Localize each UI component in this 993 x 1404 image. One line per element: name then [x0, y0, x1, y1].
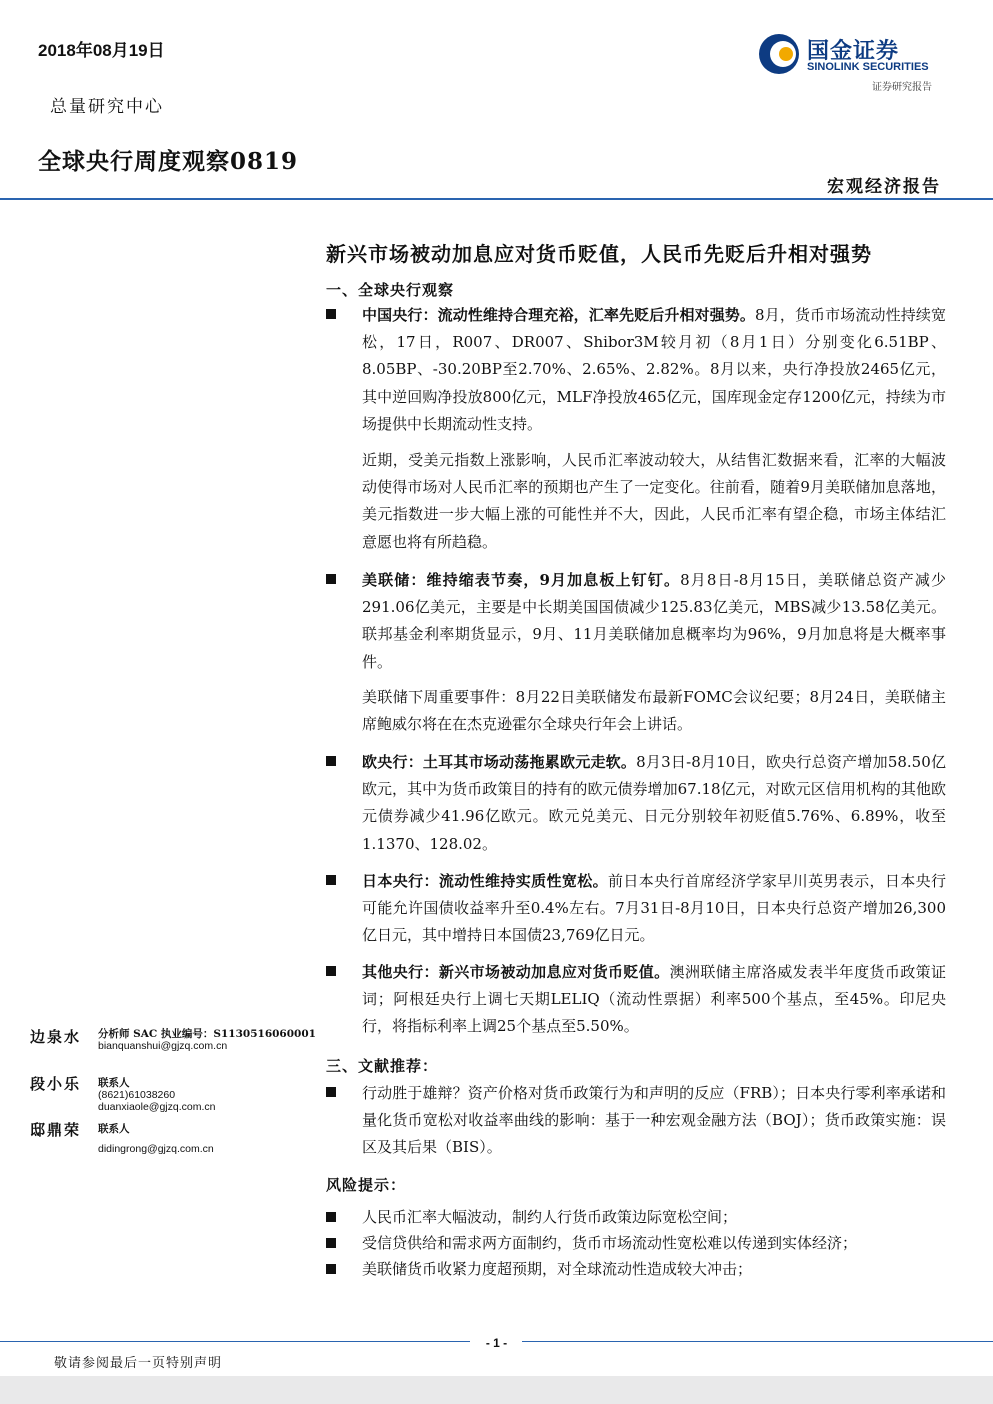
- risk-item: [326, 1205, 946, 1229]
- item-lead: 欧央行：土耳其市场动荡拖累欧元走软。: [362, 753, 637, 771]
- analyst-name: 段小乐: [30, 1075, 82, 1093]
- analyst-role: 分析师 SAC 执业编号：S1130516060001: [98, 1028, 316, 1040]
- company-logo: [757, 32, 947, 77]
- section-title-global-central-banks: 一、全球央行观察: [326, 281, 455, 299]
- paragraph: [362, 567, 946, 676]
- bullet-icon: [326, 1238, 336, 1248]
- paragraph-fed-events: 美联储下周重要事件：8月22日美联储发布最新FOMC会议纪要；8月24日，美联储主席鲍威尔将在在杰克逊霍尔全球央行年会上讲话。: [362, 688, 946, 734]
- analyst-name: 边泉水: [30, 1028, 82, 1046]
- analyst-email[interactable]: bianquanshui@gjzq.com.cn: [98, 1040, 228, 1052]
- risk-text: 人民币汇率大幅波动，制约人行货币政策边际宽松空间；: [362, 1208, 738, 1226]
- report-date: 2018年08月19日: [38, 41, 165, 60]
- paragraph: [362, 302, 946, 438]
- logo-subtitle: 证券研究报告: [872, 82, 932, 93]
- section-title-risks: 风险提示：: [326, 1176, 407, 1194]
- footer-band: [0, 1376, 993, 1404]
- item-lead: 其他央行：新兴市场被动加息应对货币贬值。: [362, 963, 670, 981]
- paragraph: [362, 749, 946, 858]
- bullet-icon: [326, 756, 336, 766]
- item-lead: 中国央行：流动性维持合理充裕，汇率先贬后升相对强势。: [362, 306, 756, 324]
- report-title: 全球央行周度观察0819: [38, 148, 299, 175]
- header-divider: [0, 198, 993, 200]
- item-text: 前日本央行首席经济学家早川英男表示，日本央行可能允许国债收益率升至0.4%左右。7月31日-8月10日，日本央行总资产增加26,300亿日元，其中增持日本国债23,769亿日元。: [362, 872, 946, 945]
- report-type: 宏观经济报告: [827, 177, 941, 197]
- item-text: 8月3日-8月10日，欧央行总资产增加58.50亿欧元，其中为货币政策目的持有的欧元债券增加67.18亿元，对欧元区信用机构的其他欧元债券减少41.96亿欧元。欧元兑美元、日元分别较年初贬值5.76%、6.89%，收至1.1370、128.02。: [362, 753, 946, 853]
- headline: 新兴市场被动加息应对货币贬值，人民币先贬后升相对强势: [326, 242, 872, 266]
- risk-item: [326, 1231, 946, 1255]
- logo-text-en: SINOLINK SECURITIES: [807, 61, 929, 73]
- paragraph: 行动胜于雄辩？资产价格对货币政策行为和声明的反应（FRB）；日本央行零利率承诺和量化货币宽松对收益率曲线的影响：基于一种宏观金融方法（BOJ）；货币政策实施：误区及其后果（BIS）。: [362, 1084, 946, 1157]
- analyst-info: [98, 1077, 215, 1113]
- bullet-icon: [326, 1087, 336, 1097]
- analyst-role: 联系人: [98, 1123, 130, 1135]
- bullet-icon: [326, 309, 336, 319]
- page-number: - 1 -: [485, 1336, 508, 1350]
- paragraph: [362, 959, 946, 1041]
- bullet-icon: [326, 1264, 336, 1274]
- analyst-info: [98, 1123, 214, 1155]
- paragraph: [362, 868, 946, 950]
- paragraph-pboc-fx: 近期，受美元指数上涨影响，人民币汇率波动较大，从结售汇数据来看，汇率的大幅波动使得市场对人民币汇率的预期也产生了一定变化。往前看，随着9月美联储加息落地，美元指数进一步大幅上涨的可能性并不大，因此，人民币汇率有望企稳，市场主体结汇意愿也将有所趋稳。: [362, 451, 946, 551]
- analyst-email[interactable]: didingrong@gjzq.com.cn: [98, 1143, 214, 1155]
- logo-text-cn: 国金证券: [807, 38, 900, 64]
- risk-text: 受信贷供给和需求两方面制约，货币市场流动性宽松难以传递到实体经济；: [362, 1234, 858, 1252]
- sinolink-logo-icon: [757, 32, 801, 76]
- bullet-icon: [326, 574, 336, 584]
- footer-disclaimer: 敬请参阅最后一页特别声明: [54, 1356, 223, 1371]
- section-title-literature: 三、文献推荐：: [326, 1057, 439, 1075]
- analyst-info: [98, 1028, 316, 1052]
- item-text: 8月，货币市场流动性持续宽松，17日，R007、DR007、Shibor3M较月初（8月1日）分别变化6.51BP、8.05BP、-30.20BP至2.70%、2.65%、2.82%。8月以来，央行净投放2465亿元，其中逆回购净投放800亿元，MLF净投放465亿元，国库现金定存1200亿元，持续为市场提供中长期流动性支持。: [362, 306, 946, 433]
- bullet-icon: [326, 966, 336, 976]
- analyst-name: 邸鼎荣: [30, 1121, 82, 1139]
- bullet-icon: [326, 875, 336, 885]
- item-text: 澳洲联储主席洛威发表半年度货币政策证词；阿根廷央行上调七天期LELIQ（流动性票据）利率500个基点，至45%。印尼央行，将指标利率上调25个基点至5.50%。: [362, 963, 946, 1036]
- item-lead: 日本央行：流动性维持实质性宽松。: [362, 872, 609, 890]
- analyst-role: 联系人: [98, 1077, 130, 1089]
- analyst-email[interactable]: duanxiaole@gjzq.com.cn: [98, 1101, 216, 1113]
- analyst-phone: (8621)61038260: [98, 1089, 176, 1101]
- item-lead: 美联储：维持缩表节奏，9月加息板上钉钉。: [362, 571, 681, 589]
- bullet-icon: [326, 1212, 336, 1222]
- item-text: 8月8日-8月15日，美联储总资产减少291.06亿美元，主要是中长期美国国债减少125.83亿美元，MBS减少13.58亿美元。联邦基金利率期货显示，9月、11月美联储加息概率均为96%，9月加息将是大概率事件。: [362, 571, 946, 671]
- department: 总量研究中心: [50, 97, 164, 117]
- risk-item: [326, 1257, 946, 1281]
- risk-text: 美联储货币收紧力度超预期，对全球流动性造成较大冲击；: [362, 1260, 753, 1278]
